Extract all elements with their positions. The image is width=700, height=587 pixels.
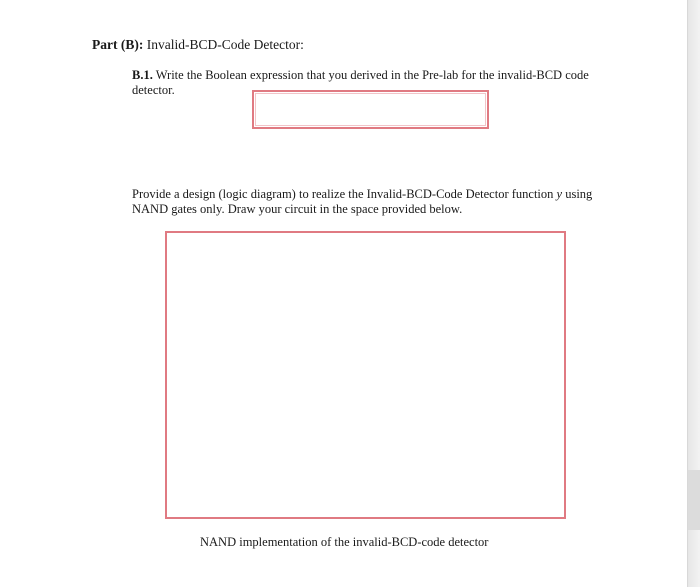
- design-function-variable: y: [556, 187, 563, 201]
- page-edge-tab: [688, 470, 700, 530]
- part-b-label: Part (B):: [92, 37, 144, 52]
- circuit-drawing-area[interactable]: [165, 231, 566, 519]
- design-instructions: [132, 187, 612, 217]
- question-b1-label: B.1.: [132, 68, 153, 82]
- question-b1-text: Write the Boolean expression that you derived in the Pre-lab for the invalid-BCD code detector.: [132, 68, 589, 97]
- design-text-start: Provide a design (logic diagram) to realize the Invalid-BCD-Code Detector function: [132, 187, 557, 201]
- design-text-end: using NAND gates only. Draw your circuit in the space provided below.: [132, 187, 593, 216]
- part-b-heading: [92, 37, 304, 53]
- part-b-title: Invalid-BCD-Code Detector:: [143, 37, 304, 52]
- adjacent-page-edge: [687, 0, 700, 587]
- boolean-expression-answer-box[interactable]: [252, 90, 489, 129]
- circuit-caption: NAND implementation of the invalid-BCD-code detector: [200, 535, 489, 549]
